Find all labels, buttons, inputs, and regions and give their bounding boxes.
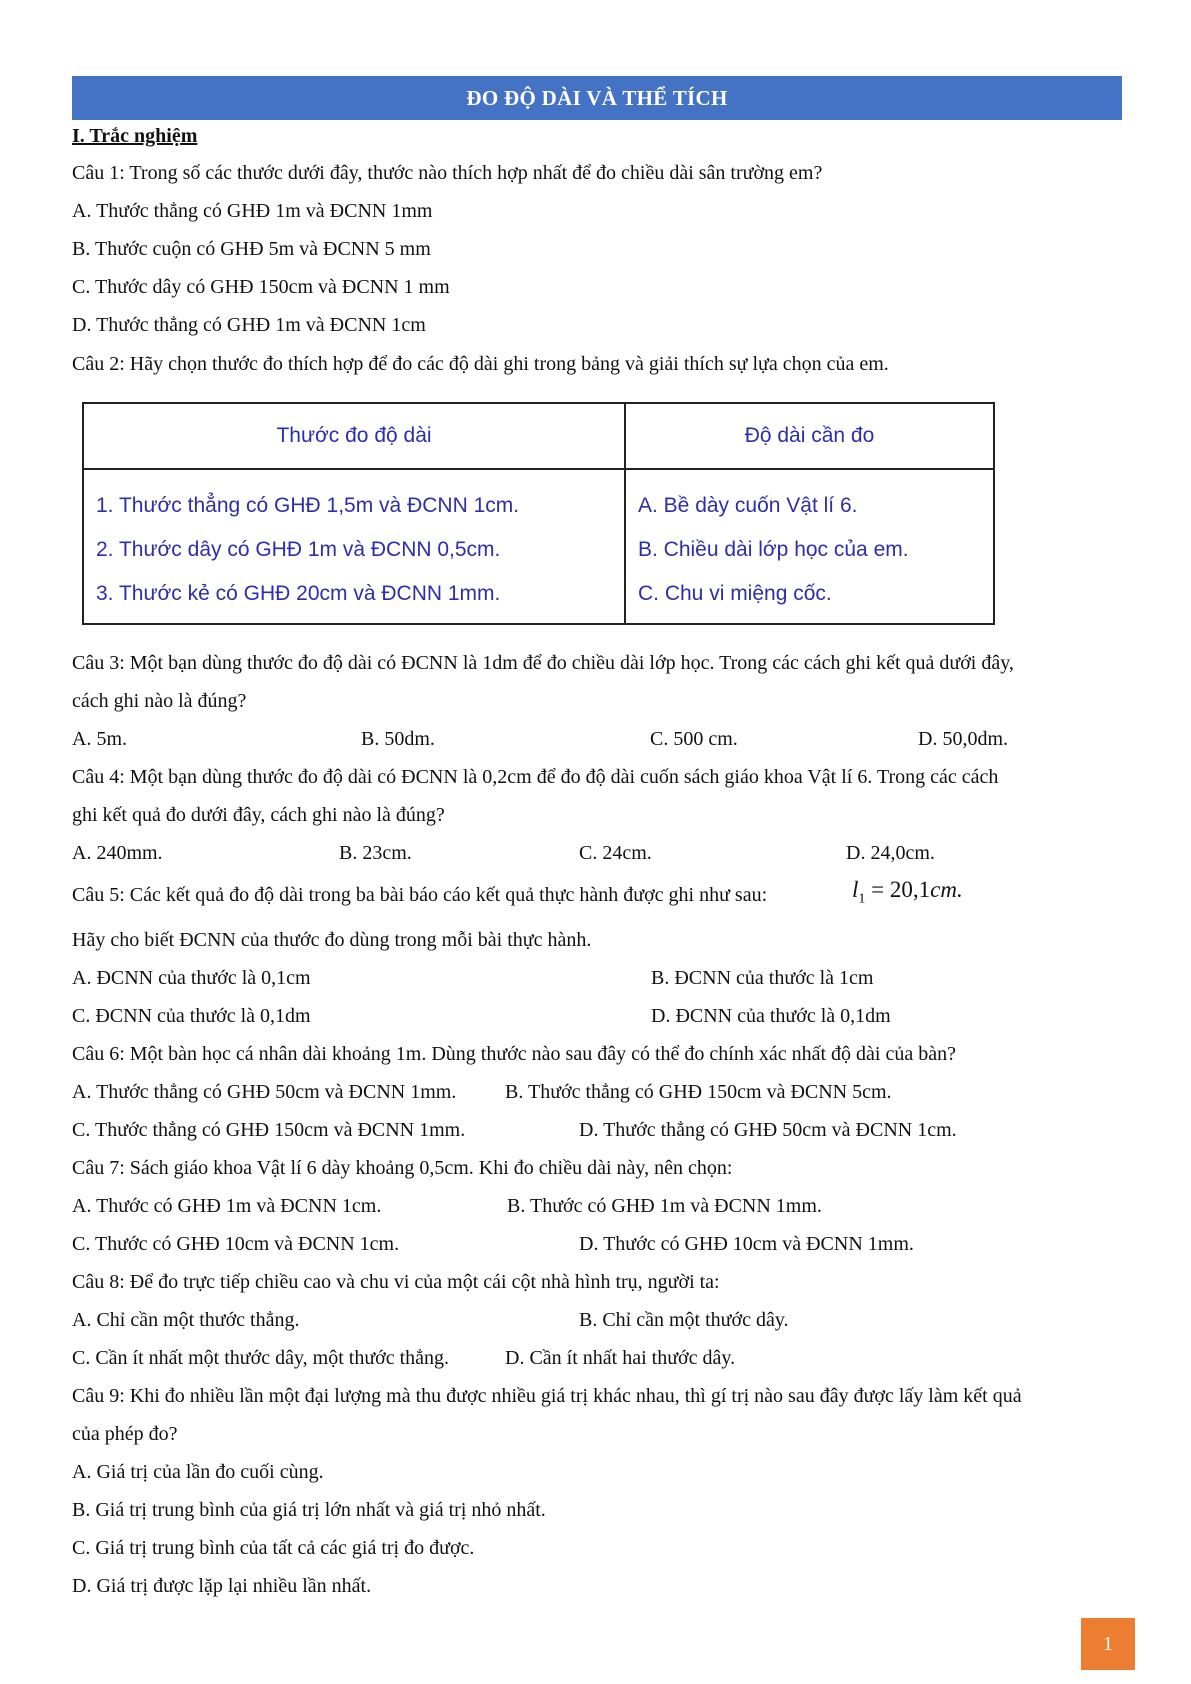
- q5-option-a: A. ĐCNN của thước là 0,1cm: [72, 967, 311, 989]
- q9-option-a: A. Giá trị của lần đo cuối cùng.: [72, 1461, 324, 1483]
- formula-unit: cm.: [930, 877, 963, 902]
- q9-option-d: D. Giá trị được lặp lại nhiều lần nhất.: [72, 1575, 372, 1597]
- q1-option-a: A. Thước thẳng có GHĐ 1m và ĐCNN 1mm: [72, 200, 433, 222]
- q3-option-b: B. 50dm.: [361, 728, 435, 750]
- q7-option-d: D. Thước có GHĐ 10cm và ĐCNN 1mm.: [579, 1233, 914, 1255]
- ruler-item: 2. Thước dây có GHĐ 1m và ĐCNN 0,5cm.: [96, 538, 501, 561]
- question-5: Câu 5: Các kết quả đo độ dài trong ba bài báo cáo kết quả thực hành được ghi như sau:: [72, 884, 768, 906]
- ruler-item: 1. Thước thẳng có GHĐ 1,5m và ĐCNN 1cm.: [96, 494, 520, 517]
- formula-l1: [852, 878, 963, 912]
- page-number: 1: [1081, 1618, 1135, 1670]
- table-cell-rulers: [83, 469, 625, 624]
- q6-option-a: A. Thước thẳng có GHĐ 50cm và ĐCNN 1mm.: [72, 1081, 457, 1103]
- q4-option-a: A. 240mm.: [72, 842, 163, 864]
- question-2: Câu 2: Hãy chọn thước đo thích hợp để đo các độ dài ghi trong bảng và giải thích sự lựa chọn của em.: [72, 353, 889, 375]
- question-5-cont: Hãy cho biết ĐCNN của thước đo dùng trong mỗi bài thực hành.: [72, 929, 592, 951]
- table-cell-lengths: [625, 469, 994, 624]
- q8-option-a: A. Chỉ cần một thước thẳng.: [72, 1309, 300, 1331]
- q4-option-b: B. 23cm.: [339, 842, 412, 864]
- formula-value: = 20,1: [865, 877, 931, 902]
- q5-option-b: B. ĐCNN của thước là 1cm: [651, 967, 874, 989]
- question-3: Câu 3: Một bạn dùng thước đo độ dài có ĐCNN là 1dm để đo chiều dài lớp học. Trong các cách ghi kết quả dưới đây,: [72, 652, 1014, 674]
- table-header-right: Độ dài cần đo: [625, 403, 994, 469]
- question-6: Câu 6: Một bàn học cá nhân dài khoảng 1m. Dùng thước nào sau đây có thể đo chính xác nhất độ dài của bàn?: [72, 1043, 956, 1065]
- q6-option-b: B. Thước thẳng có GHĐ 150cm và ĐCNN 5cm.: [505, 1081, 892, 1103]
- q1-option-d: D. Thước thẳng có GHĐ 1m và ĐCNN 1cm: [72, 314, 426, 336]
- q3-option-a: A. 5m.: [72, 728, 127, 750]
- q1-option-c: C. Thước dây có GHĐ 150cm và ĐCNN 1 mm: [72, 276, 450, 298]
- length-item: A. Bề dày cuốn Vật lí 6.: [638, 494, 858, 517]
- q7-option-b: B. Thước có GHĐ 1m và ĐCNN 1mm.: [507, 1195, 822, 1217]
- q9-option-c: C. Giá trị trung bình của tất cả các giá trị đo được.: [72, 1537, 475, 1559]
- q7-option-c: C. Thước có GHĐ 10cm và ĐCNN 1cm.: [72, 1233, 400, 1255]
- table-header-left: Thước đo độ dài: [83, 403, 625, 469]
- q3-option-c: C. 500 cm.: [650, 728, 738, 750]
- q8-option-d: D. Cần ít nhất hai thước dây.: [505, 1347, 736, 1369]
- ruler-item: 3. Thước kẻ có GHĐ 20cm và ĐCNN 1mm.: [96, 582, 501, 605]
- formula-subscript: 1: [858, 891, 866, 907]
- measurement-table: [82, 402, 995, 625]
- q5-option-c: C. ĐCNN của thước là 0,1dm: [72, 1005, 311, 1027]
- q8-option-b: B. Chỉ cần một thước dây.: [579, 1309, 789, 1331]
- formula-variable: l: [852, 877, 859, 902]
- question-3-cont: cách ghi nào là đúng?: [72, 690, 247, 712]
- length-item: C. Chu vi miệng cốc.: [638, 582, 832, 605]
- q5-option-d: D. ĐCNN của thước là 0,1dm: [651, 1005, 891, 1027]
- question-4-cont: ghi kết quả đo dưới đây, cách ghi nào là đúng?: [72, 804, 445, 826]
- q7-option-a: A. Thước có GHĐ 1m và ĐCNN 1cm.: [72, 1195, 382, 1217]
- q4-option-c: C. 24cm.: [579, 842, 652, 864]
- q1-option-b: B. Thước cuộn có GHĐ 5m và ĐCNN 5 mm: [72, 238, 431, 260]
- q6-option-c: C. Thước thẳng có GHĐ 150cm và ĐCNN 1mm.: [72, 1119, 466, 1141]
- q9-option-b: B. Giá trị trung bình của giá trị lớn nhất và giá trị nhỏ nhất.: [72, 1499, 546, 1521]
- question-1: Câu 1: Trong số các thước dưới đây, thước nào thích hợp nhất để đo chiều dài sân trường em?: [72, 162, 823, 184]
- question-4: Câu 4: Một bạn dùng thước đo độ dài có ĐCNN là 0,2cm để đo độ dài cuốn sách giáo khoa Vật lí 6. Trong các cách: [72, 766, 999, 788]
- length-item: B. Chiều dài lớp học của em.: [638, 538, 909, 561]
- q6-option-d: D. Thước thẳng có GHĐ 50cm và ĐCNN 1cm.: [579, 1119, 957, 1141]
- question-9: Câu 9: Khi đo nhiều lần một đại lượng mà thu được nhiều giá trị khác nhau, thì gí trị nào sau đây được lấy làm kết quả: [72, 1385, 1022, 1407]
- q4-option-d: D. 24,0cm.: [846, 842, 935, 864]
- page-title: ĐO ĐỘ DÀI VÀ THỂ TÍCH: [72, 76, 1122, 120]
- q8-option-c: C. Cần ít nhất một thước dây, một thước thẳng.: [72, 1347, 450, 1369]
- section-heading: I. Trắc nghiệm: [72, 125, 198, 147]
- q3-option-d: D. 50,0dm.: [918, 728, 1008, 750]
- question-8: Câu 8: Để đo trực tiếp chiều cao và chu vi của một cái cột nhà hình trụ, người ta:: [72, 1271, 720, 1293]
- question-7: Câu 7: Sách giáo khoa Vật lí 6 dày khoảng 0,5cm. Khi đo chiều dài này, nên chọn:: [72, 1157, 733, 1179]
- question-9-cont: của phép đo?: [72, 1423, 178, 1445]
